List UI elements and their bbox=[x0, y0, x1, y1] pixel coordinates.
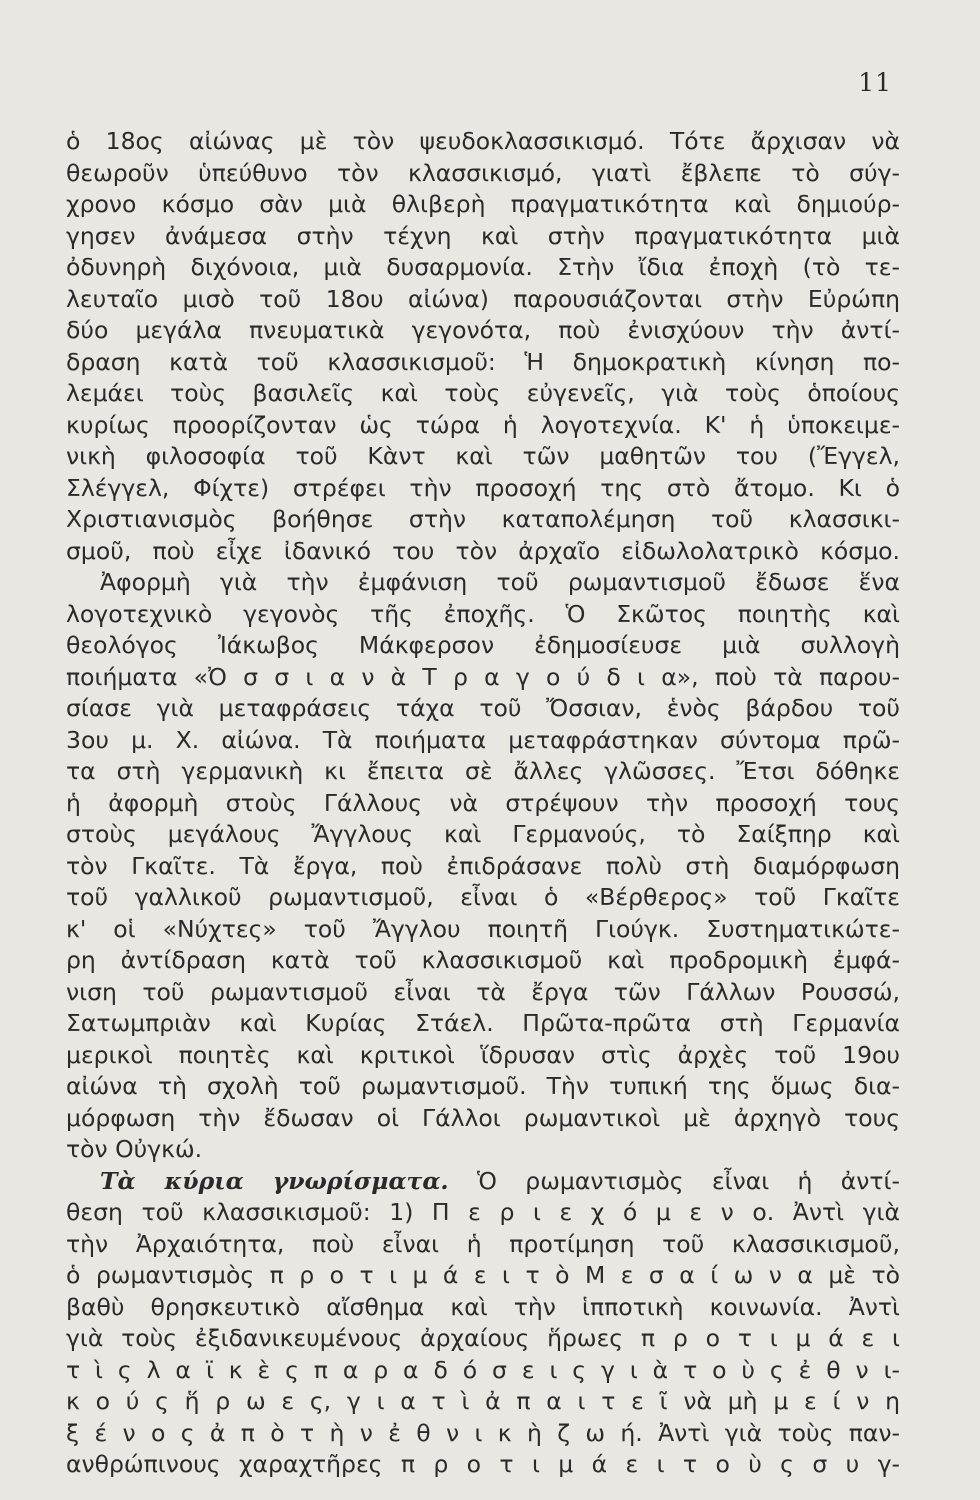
text-line: ἡ ἀφορμὴ στοὺς Γάλλους νὰ στρέψουν τὴν προσοχή τους bbox=[66, 788, 900, 817]
text-line: στοὺς μεγάλους Ἄγγλους καὶ Γερμανούς, τὸ Σαίξπηρ καὶ bbox=[66, 820, 900, 848]
text-line: ὁ 18ος αἰώνας μὲ τὸν ψευδοκλασσικισμό. Τότε ἄρχισαν νὰ bbox=[66, 127, 900, 155]
text-line: κ ο ύ ς ἥ ρ ω ε ς, γ ι α τ ὶ ἀ π α ι τ ε ῖ νὰ μὴ μ ε ί ν η bbox=[66, 1387, 900, 1415]
text-line: λευταῖο μισὸ τοῦ 18ου αἰώνα) παρουσιάζονται στὴν Εὐρώπη bbox=[66, 284, 900, 313]
text-line: Σατωμπριὰν καὶ Κυρίας Στάελ. Πρῶτα-πρῶτα στὴ Γερμανία bbox=[66, 1009, 900, 1037]
section-first-line-text: Ὁ ρωμαντισμὸς εἶναι ἡ ἀντί- bbox=[477, 1166, 900, 1195]
text-line: γησεν ἀνάμεσα στὴν τέχνη καὶ στὴν πραγματικότητα μιὰ bbox=[66, 221, 900, 250]
section-heading: Τὰ κύρια γνωρίσματα. bbox=[100, 1166, 449, 1195]
section-first-line bbox=[66, 1166, 900, 1198]
text-line: τὸν Οὐγκώ. bbox=[66, 1135, 203, 1163]
text-line: τὸν Γκαῖτε. Τὰ ἔργα, ποὺ ἐπιδράσανε πολὺ στὴ διαμόρφωση bbox=[66, 851, 900, 880]
text-line: αἰώνα τὴ σχολὴ τοῦ ρωμαντισμοῦ. Τὴν τυπική της ὅμως δια- bbox=[66, 1072, 900, 1100]
text-line: ποιήματα «Ὀ σ σ ι α ν ὰ Τ ρ α γ ο ύ δ ι α», ποὺ τὰ παρου- bbox=[66, 662, 900, 691]
text-line: σίασε γιὰ μεταφράσεις τάχα τοῦ Ὄσσιαν, ἑνὸς βάρδου τοῦ bbox=[66, 694, 900, 722]
text-line: δύο μεγάλα πνευματικὰ γεγονότα, ποὺ ἐνισχύουν τὴν ἀντί- bbox=[66, 316, 900, 344]
body-text bbox=[66, 126, 900, 1481]
text-line: τα στὴ γερμανικὴ κι ἔπειτα σὲ ἄλλες γλῶσσες. Ἔτσι δόθηκε bbox=[66, 757, 900, 785]
text-line: σμοῦ, ποὺ εἶχε ἰδανικό του τὸν ἀρχαῖο εἰδωλολατρικὸ κόσμο. bbox=[66, 536, 900, 565]
text-line: κ' οἱ «Νύχτες» τοῦ Ἄγγλου ποιητῆ Γιούγκ. Συστηματικώτε- bbox=[66, 914, 900, 943]
text-line: τοῦ γαλλικοῦ ρωμαντισμοῦ, εἶναι ὁ «Βέρθερος» τοῦ Γκαῖτε bbox=[66, 883, 900, 911]
text-line: θεση τοῦ κλασσικισμοῦ: 1) Π ε ρ ι ε χ ό μ ε ν ο. Ἀντὶ γιὰ bbox=[66, 1198, 900, 1226]
text-line: 3ου μ. Χ. αἰώνα. Τὰ ποιήματα μεταφράστηκαν σύντομα πρῶ- bbox=[66, 725, 900, 754]
text-line: ὁ ρωμαντισμὸς π ρ ο τ ι μ ά ε ι τ ὸ Μ ε σ α ί ω ν α μὲ τὸ bbox=[66, 1261, 900, 1289]
text-line: ρη ἀντίδραση κατὰ τοῦ κλασσικισμοῦ καὶ προδρομικὴ ἐμφά- bbox=[66, 946, 900, 974]
text-line: θεολόγος Ἰάκωβος Μάκφερσον ἐδημοσίευσε μιὰ συλλογὴ bbox=[66, 631, 900, 659]
text-line: κυρίως προορίζονταν ὡς τώρα ἡ λογοτεχνία. Κ' ἡ ὑποκειμε- bbox=[66, 410, 900, 439]
text-line: ξ έ ν ο ς ἀ π ὸ τ ὴ ν ἐ θ ν ι κ ὴ ζ ω ή. Ἀντὶ γιὰ τοὺς παν- bbox=[66, 1418, 900, 1447]
text-line: Σλέγγελ, Φίχτε) στρέφει τὴν προσοχή της στὸ ἄτομο. Κι ὁ bbox=[66, 473, 900, 502]
text-line: μερικοὶ ποιητὲς καὶ κριτικοὶ ἵδρυσαν στὶς ἀρχὲς τοῦ 19ου bbox=[66, 1040, 900, 1069]
text-line: τὴν Ἀρχαιότητα, ποὺ εἶναι ἡ προτίμηση τοῦ κλασσικισμοῦ, bbox=[66, 1229, 900, 1258]
text-line: χρονο κόσμο σὰν μιὰ θλιβερὴ πραγματικότητα καὶ δημιούρ- bbox=[66, 190, 900, 218]
text-line: δραση κατὰ τοῦ κλασσικισμοῦ: Ἡ δημοκρατικὴ κίνηση πο- bbox=[66, 347, 900, 376]
text-line: γιὰ τοὺς ἐξιδανικευμένους ἀρχαίους ἥρωες π ρ ο τ ι μ ά ε ι bbox=[66, 1324, 900, 1352]
text-line: θεωροῦν ὑπεύθυνο τὸν κλασσικισμό, γιατὶ ἔβλεπε τὸ σύγ- bbox=[66, 158, 900, 187]
text-line: βαθὺ θρησκευτικὸ αἴσθημα καὶ τὴν ἱπποτικὴ κοινωνία. Ἀντὶ bbox=[66, 1292, 900, 1321]
text-line: τ ὶ ς λ α ϊ κ ὲ ς π α ρ α δ ό σ ε ι ς γ ι ὰ τ ο ὺ ς ἐ θ ν ι- bbox=[66, 1355, 900, 1384]
page-number: 11 bbox=[858, 68, 892, 97]
text-line: Χριστιανισμὸς βοήθησε στὴν καταπολέμηση τοῦ κλασσικι- bbox=[66, 505, 900, 533]
text-line: νικὴ φιλοσοφία τοῦ Κὰντ καὶ τῶν μαθητῶν του (Ἔγγελ, bbox=[66, 442, 900, 470]
text-line: νιση τοῦ ρωμαντισμοῦ εἶναι τὰ ἔργα τῶν Γάλλων Ρουσσώ, bbox=[66, 977, 900, 1006]
text-line: Ἀφορμὴ γιὰ τὴν ἐμφάνιση τοῦ ρωμαντισμοῦ ἔδωσε ἕνα bbox=[100, 568, 900, 596]
text-line: λογοτεχνικὸ γεγονὸς τῆς ἐποχῆς. Ὁ Σκῶτος ποιητὴς καὶ bbox=[66, 599, 900, 628]
text-line: ὀδυνηρὴ διχόνοια, μιὰ δυσαρμονία. Στὴν ἴδια ἐποχὴ (τὸ τε- bbox=[66, 253, 900, 281]
text-line: λεμάει τοὺς βασιλεῖς καὶ τοὺς εὐγενεῖς, γιὰ τοὺς ὁποίους bbox=[66, 379, 900, 407]
text-line: ανθρώπινους χαραχτῆρες π ρ ο τ ι μ ά ε ι τ ο ὺ ς σ υ γ- bbox=[66, 1450, 900, 1478]
text-line: μόρφωση τὴν ἔδωσαν οἱ Γάλλοι ρωμαντικοὶ μὲ ἀρχηγὸ τους bbox=[66, 1103, 900, 1132]
